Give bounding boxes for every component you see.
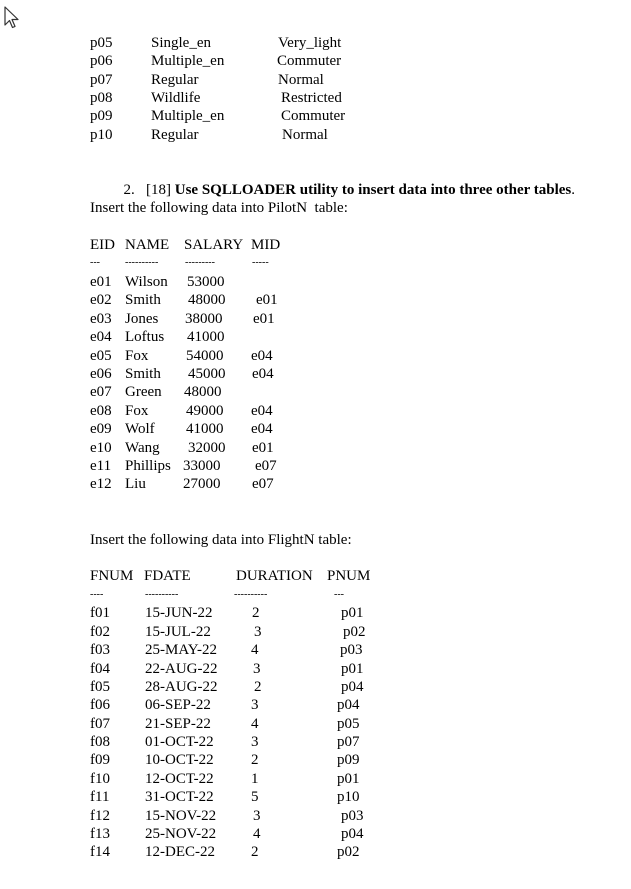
flight-cell-fdate: 12-DEC-22 <box>145 844 215 860</box>
plane-cell-type: Wildlife <box>151 90 201 106</box>
flight-cell-fnum: f13 <box>90 826 110 842</box>
pilot-cell-eid: e10 <box>90 440 112 456</box>
flight-cell-duration: 2 <box>251 752 259 768</box>
pilot-cell-name: Smith <box>125 366 161 382</box>
pilot-cell-mid: e07 <box>252 476 274 492</box>
flight-cell-pnum: p09 <box>337 752 360 768</box>
flight-cell-fdate: 15-JUL-22 <box>145 624 211 640</box>
flight-cell-fdate: 31-OCT-22 <box>145 789 214 805</box>
pilot-cell-salary: 45000 <box>188 366 226 382</box>
pilot-separator-mid: ----- <box>252 257 269 268</box>
pilot-cell-eid: e06 <box>90 366 112 382</box>
pilot-cell-name: Fox <box>125 348 149 364</box>
flight-cell-duration: 3 <box>254 624 262 640</box>
flight-cell-fnum: f11 <box>90 789 110 805</box>
pilot-separator-eid: --- <box>90 257 100 268</box>
flight-cell-fdate: 25-NOV-22 <box>145 826 217 842</box>
flight-cell-fdate: 28-AUG-22 <box>145 679 218 695</box>
pilot-cell-salary: 41000 <box>186 421 224 437</box>
plane-cell-pnum: p06 <box>90 53 113 69</box>
pilot-cell-name: Green <box>125 384 162 400</box>
pilot-cell-name: Wilson <box>125 274 168 290</box>
flight-cell-pnum: p02 <box>343 624 366 640</box>
plane-cell-class: Restricted <box>281 90 342 106</box>
pilot-cell-name: Smith <box>125 292 161 308</box>
flight-cell-fnum: f02 <box>90 624 110 640</box>
pilot-cell-name: Fox <box>125 403 149 419</box>
pilot-intro: Insert the following data into PilotN table: <box>90 200 348 216</box>
pilot-cell-salary: 53000 <box>187 274 225 290</box>
pilot-cell-name: Wang <box>125 440 160 456</box>
plane-cell-class: Commuter <box>277 53 342 69</box>
flight-cell-fnum: f04 <box>90 661 110 677</box>
pilot-cell-name: Liu <box>125 476 146 492</box>
pilot-header-mid: MID <box>251 237 281 253</box>
pilot-cell-salary: 38000 <box>185 311 223 327</box>
pilot-header-salary: SALARY <box>184 237 244 253</box>
question-number: 2. <box>123 182 135 198</box>
flight-cell-fnum: f01 <box>90 605 110 621</box>
flight-separator-fdate: ---------- <box>145 589 179 600</box>
pilot-cell-salary: 32000 <box>188 440 226 456</box>
flight-cell-duration: 5 <box>251 789 259 805</box>
plane-cell-class: Normal <box>282 127 328 143</box>
flight-cell-fnum: f12 <box>90 808 110 824</box>
flight-cell-pnum: p04 <box>341 679 364 695</box>
pilot-cell-salary: 48000 <box>184 384 222 400</box>
plane-cell-class: Commuter <box>281 108 346 124</box>
flight-cell-pnum: p01 <box>341 661 364 677</box>
flight-cell-fdate: 21-SEP-22 <box>145 716 211 732</box>
pilot-cell-eid: e09 <box>90 421 112 437</box>
pilot-cell-mid: e01 <box>256 292 278 308</box>
flight-cell-fnum: f09 <box>90 752 110 768</box>
flight-cell-fnum: f05 <box>90 679 110 695</box>
pilot-separator-name: ---------- <box>125 257 159 268</box>
flight-cell-fdate: 15-JUN-22 <box>145 605 213 621</box>
flight-cell-fdate: 10-OCT-22 <box>145 752 214 768</box>
flight-cell-fdate: 15-NOV-22 <box>145 808 217 824</box>
flight-cell-duration: 3 <box>253 661 261 677</box>
pilot-cell-mid: e04 <box>251 403 273 419</box>
flight-cell-pnum: p10 <box>337 789 360 805</box>
flight-cell-pnum: p01 <box>337 771 360 787</box>
plane-cell-type: Single_en <box>151 35 211 51</box>
flight-cell-fdate: 01-OCT-22 <box>145 734 214 750</box>
pilot-cell-eid: e01 <box>90 274 112 290</box>
flight-cell-duration: 3 <box>253 808 261 824</box>
pilot-cell-eid: e03 <box>90 311 112 327</box>
pilot-cell-mid: e01 <box>252 440 274 456</box>
plane-cell-type: Multiple_en <box>151 53 225 69</box>
pilot-cell-salary: 48000 <box>188 292 226 308</box>
flight-cell-fnum: f14 <box>90 844 110 860</box>
plane-cell-type: Multiple_en <box>151 108 225 124</box>
pilot-cell-salary: 41000 <box>187 329 225 345</box>
plane-cell-type: Regular <box>151 72 199 88</box>
flight-separator-pnum: --- <box>334 589 344 600</box>
pilot-cell-mid: e01 <box>253 311 275 327</box>
pilot-cell-eid: e08 <box>90 403 112 419</box>
flight-cell-fnum: f10 <box>90 771 110 787</box>
flight-cell-duration: 2 <box>252 605 260 621</box>
question-points: [18] <box>146 182 171 198</box>
pilot-cell-eid: e02 <box>90 292 112 308</box>
flight-cell-fnum: f06 <box>90 697 110 713</box>
flight-header-fnum: FNUM <box>90 568 134 584</box>
pilot-cell-name: Phillips <box>125 458 171 474</box>
plane-cell-pnum: p07 <box>90 72 113 88</box>
question-period: . <box>571 182 576 198</box>
flight-intro: Insert the following data into FlightN table: <box>90 532 352 548</box>
flight-cell-pnum: p04 <box>337 697 360 713</box>
flight-header-fdate: FDATE <box>144 568 191 584</box>
flight-cell-pnum: p04 <box>341 826 364 842</box>
flight-cell-pnum: p01 <box>341 605 364 621</box>
flight-cell-fdate: 06-SEP-22 <box>145 697 211 713</box>
pilot-cell-salary: 49000 <box>186 403 224 419</box>
pilot-cell-name: Wolf <box>125 421 155 437</box>
pilot-cell-salary: 27000 <box>183 476 221 492</box>
flight-cell-pnum: p05 <box>337 716 360 732</box>
plane-cell-pnum: p10 <box>90 127 113 143</box>
pilot-cell-salary: 33000 <box>183 458 221 474</box>
flight-header-pnum: PNUM <box>327 568 371 584</box>
pilot-cell-mid: e04 <box>252 366 274 382</box>
pilot-cell-eid: e07 <box>90 384 112 400</box>
plane-cell-type: Regular <box>151 127 199 143</box>
flight-cell-pnum: p03 <box>341 808 364 824</box>
flight-header-duration: DURATION <box>236 568 313 584</box>
flight-cell-pnum: p02 <box>337 844 360 860</box>
plane-cell-pnum: p08 <box>90 90 113 106</box>
flight-cell-duration: 4 <box>253 826 261 842</box>
pilot-cell-eid: e04 <box>90 329 112 345</box>
flight-separator-fnum: ---- <box>90 589 104 600</box>
pilot-cell-salary: 54000 <box>186 348 224 364</box>
flight-cell-fdate: 12-OCT-22 <box>145 771 214 787</box>
pilot-separator-salary: --------- <box>185 257 215 268</box>
question-line <box>116 163 575 199</box>
flight-cell-pnum: p03 <box>340 642 363 658</box>
flight-cell-fnum: f03 <box>90 642 110 658</box>
pilot-header-eid: EID <box>90 237 115 253</box>
flight-separator-duration: ---------- <box>234 589 268 600</box>
flight-cell-duration: 3 <box>251 734 259 750</box>
plane-cell-class: Normal <box>278 72 324 88</box>
plane-cell-pnum: p05 <box>90 35 113 51</box>
flight-cell-duration: 2 <box>251 844 259 860</box>
pilot-cell-mid: e04 <box>251 348 273 364</box>
flight-cell-duration: 3 <box>251 697 259 713</box>
flight-cell-fnum: f08 <box>90 734 110 750</box>
plane-cell-class: Very_light <box>278 35 342 51</box>
pilot-cell-eid: e12 <box>90 476 112 492</box>
flight-cell-fdate: 25-MAY-22 <box>145 642 217 658</box>
pilot-cell-mid: e04 <box>251 421 273 437</box>
flight-cell-fdate: 22-AUG-22 <box>145 661 218 677</box>
pilot-cell-mid: e07 <box>255 458 277 474</box>
flight-cell-duration: 2 <box>254 679 262 695</box>
plane-cell-pnum: p09 <box>90 108 113 124</box>
question-text: Use SQLLOADER utility to insert data into three other tables <box>174 182 572 198</box>
flight-cell-duration: 1 <box>251 771 259 787</box>
flight-cell-duration: 4 <box>251 716 259 732</box>
flight-cell-duration: 4 <box>251 642 259 658</box>
pilot-cell-eid: e05 <box>90 348 112 364</box>
flight-cell-pnum: p07 <box>337 734 360 750</box>
pilot-cell-name: Jones <box>125 311 159 327</box>
pilot-cell-eid: e11 <box>90 458 112 474</box>
mouse-pointer-icon <box>2 5 22 31</box>
pilot-header-name: NAME <box>125 237 170 253</box>
flight-cell-fnum: f07 <box>90 716 110 732</box>
pilot-cell-name: Loftus <box>125 329 165 345</box>
